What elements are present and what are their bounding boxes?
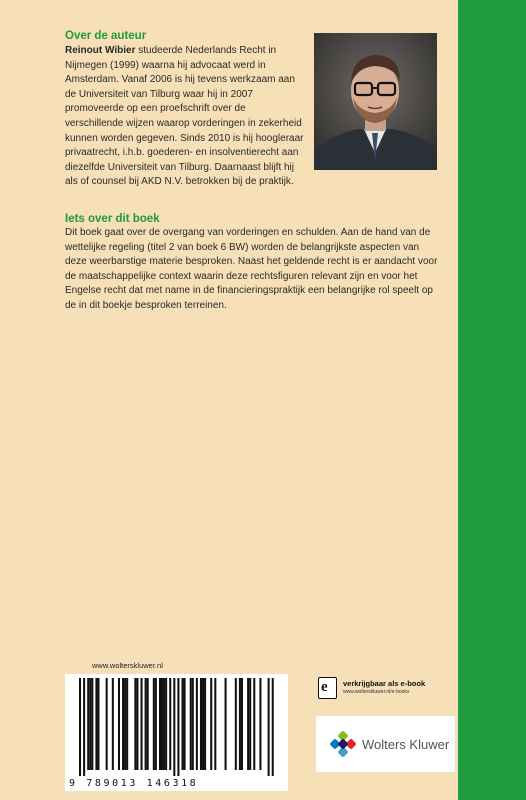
ebook-title: verkrijgbaar als e-book [343, 679, 426, 688]
barcode-bar [159, 678, 161, 770]
author-portrait-illustration [314, 33, 437, 170]
barcode-bar [112, 678, 114, 770]
barcode-bar [190, 678, 192, 770]
barcode-bar [97, 678, 99, 770]
barcode-bar [182, 678, 184, 770]
barcode-bar [268, 678, 270, 776]
barcode-bar [155, 678, 157, 770]
publisher-logo-box [316, 716, 455, 772]
barcode-bar [253, 678, 255, 770]
publisher-website[interactable]: www.wolterskluwer.nl [92, 661, 163, 670]
barcode-bar [153, 678, 155, 770]
ebook-notice [318, 677, 425, 699]
barcode-bar [89, 678, 91, 770]
barcode-bar [192, 678, 194, 770]
barcode-bar [161, 678, 163, 770]
ebook-url[interactable]: www.wolterskluwer.nl/e-books [343, 689, 410, 695]
barcode-bar [145, 678, 147, 770]
wolters-kluwer-logo-icon [330, 731, 356, 757]
barcode-bars [65, 678, 288, 778]
barcode-bar [147, 678, 149, 770]
barcode-bar [165, 678, 167, 770]
barcode-bar [177, 678, 179, 776]
barcode-bar [200, 678, 202, 770]
publisher-name: Wolters Kluwer [362, 736, 450, 752]
spine-green-band [458, 0, 526, 800]
barcode-bar [225, 678, 227, 770]
barcode-bar [122, 678, 124, 770]
author-name: Reinout Wibier [65, 45, 136, 56]
barcode-bar [141, 678, 143, 770]
barcode-bar [247, 678, 249, 770]
book-description: Dit boek gaat over de overgang van vorderingen en schulden. Aan de hand van de wettelijke regeling (titel 2 van boek 6 BW) worden de belangrijkste aspecten van deze weerbarstige materie besproken. Naast het geldende recht is er aandacht voor de maatschappelijke context waarin deze rechtsfiguren relevant zijn en voor het Engelse recht dat met name in de financieringspraktijk een belangrijke rol speelt op de in dit boekje besproken terreinen. [65, 227, 438, 311]
barcode-bar [241, 678, 243, 770]
barcode-bar [239, 678, 241, 770]
barcode-bar [163, 678, 165, 770]
barcode-bar [118, 678, 120, 770]
barcode-bar [196, 678, 198, 770]
book-heading: Iets over dit boek [65, 213, 160, 225]
barcode-bar [83, 678, 85, 776]
barcode-number: 9 789013 146318 [69, 778, 199, 789]
barcode-bar [106, 678, 108, 770]
author-photo [314, 33, 437, 170]
barcode-bar [173, 678, 175, 776]
author-heading: Over de auteur [65, 30, 147, 42]
barcode-bar [126, 678, 128, 770]
author-bio [65, 44, 305, 190]
barcode-bar [91, 678, 93, 770]
barcode-bar [87, 678, 89, 770]
ebook-icon: e [318, 677, 337, 699]
barcode-bar [202, 678, 204, 770]
barcode-bar [95, 678, 97, 770]
barcode-bar [235, 678, 237, 770]
barcode-bar [184, 678, 186, 770]
barcode [65, 674, 288, 791]
barcode-bar [204, 678, 206, 770]
barcode-bar [79, 678, 81, 776]
author-bio-text: studeerde Nederlands Recht in Nijmegen (1999) waarna hij advocaat werd in Amsterdam. Vanaf 2006 is hij tevens werkzaam aan de Universiteit van Tilburg waar hij in 2007 promoveerde op een proefschrift over de verschillende wijzen waarop vorderingen in zekerheid kunnen worden gegeven. Sinds 2010 is hij hoogleraar privaatrecht, i.h.b. goederen- en insolventierecht aan diezelfde Universiteit van Tilburg. Daarnaast blijft hij als of counsel bij AKD N.V. betrokken bij de praktijk. [65, 45, 304, 188]
barcode-bar [272, 678, 274, 776]
barcode-bar [169, 678, 171, 770]
barcode-bar [249, 678, 251, 770]
barcode-bar [136, 678, 138, 770]
barcode-bar [134, 678, 136, 770]
barcode-bar [124, 678, 126, 770]
barcode-bar [214, 678, 216, 770]
barcode-bar [210, 678, 212, 770]
barcode-bar [259, 678, 261, 770]
